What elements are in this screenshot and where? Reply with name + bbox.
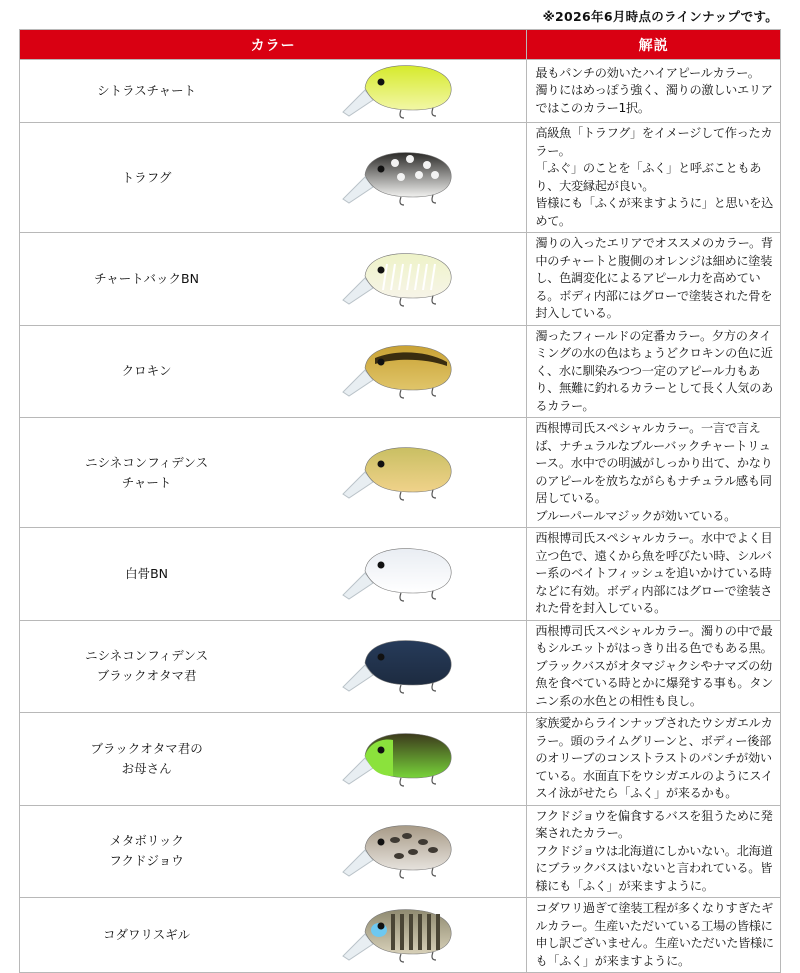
table-row — [20, 325, 781, 418]
table-row — [20, 528, 781, 621]
crankbait-lure-image — [335, 728, 465, 790]
color-description: 最もパンチの効いたハイアピールカラー。 濁りにはめっぽう強く、濁りの激しいエリアではこのカラー1択。 — [527, 60, 781, 123]
table-body — [20, 60, 781, 973]
header-color: カラー — [20, 30, 527, 60]
table-row — [20, 805, 781, 898]
lure-image-cell — [273, 620, 527, 713]
color-description: 西根博司氏スペシャルカラー。濁りの中で最もシルエットがはっきり出る色でもある黒。ブラックバスがオタマジャクシやナマズの幼魚を食べている時とかに爆発する事も。タンニン系の水色との相性も良し。 — [527, 620, 781, 713]
color-description: 家族愛からラインナップされたウシガエルカラー。頭のライムグリーンと、ボディー後部のオリーブのコンストラストのパンチが効いている。水面直下をウシガエルのようにスイスイ泳がせたら「ふく」が来るかも。 — [527, 713, 781, 806]
crankbait-lure-image — [335, 442, 465, 504]
lure-image-cell — [273, 325, 527, 418]
crankbait-lure-image — [335, 248, 465, 310]
table-row — [20, 60, 781, 123]
crankbait-lure-image — [335, 543, 465, 605]
crankbait-lure-image — [335, 635, 465, 697]
table-row — [20, 898, 781, 973]
color-name: メタボリック フクドジョウ — [20, 805, 274, 898]
color-name: 白骨BN — [20, 528, 274, 621]
table-row — [20, 620, 781, 713]
lure-image-cell — [273, 528, 527, 621]
color-description: コダワリ過ぎて塗装工程が多くなりすぎたギルカラー。生産いただいている工場の皆様に申し訳ございません。生産いただいた皆様にも「ふく」が来ますように。 — [527, 898, 781, 973]
lure-image-cell — [273, 898, 527, 973]
color-description: 濁ったフィールドの定番カラー。夕方のタイミングの水の色はちょうどクロキンの色に近く、水に馴染みつつ一定のアピール力もあり、無難に釣れるカラーとして長く人気のあるカラー。 — [527, 325, 781, 418]
crankbait-lure-image — [335, 60, 465, 122]
color-name: ブラックオタマ君の お母さん — [20, 713, 274, 806]
color-description: 西根博司氏スペシャルカラー。一言で言えば、ナチュラルなブルーバックチャートリュース。水中での明滅がしっかり出て、かなりのアピールを放ちながらもナチュラル感も同居している。 ブルーパールマジックが効いている。 — [527, 418, 781, 528]
crankbait-lure-image — [335, 147, 465, 209]
color-name: ニシネコンフィデンス ブラックオタマ君 — [20, 620, 274, 713]
color-description: 西根博司氏スペシャルカラー。水中でよく目立つ色で、遠くから魚を呼びたい時、シルバー系のベイトフィッシュを追いかけている時などに有効。ボディ内部にはグローで塗装された骨を封入している。 — [527, 528, 781, 621]
color-name: コダワリスギル — [20, 898, 274, 973]
lure-image-cell — [273, 713, 527, 806]
lure-image-cell — [273, 233, 527, 326]
color-description: 高級魚「トラフグ」をイメージして作ったカラー。 「ふぐ」のことを「ふく」と呼ぶこともあり、大変縁起が良い。 皆様にも「ふくが来ますように」と思いを込めて。 — [527, 123, 781, 233]
color-name: チャートバックBN — [20, 233, 274, 326]
color-table — [19, 29, 781, 973]
lure-image-cell — [273, 60, 527, 123]
lineup-note: ※2026年6月時点のラインナップです。 — [542, 9, 778, 24]
table-row — [20, 713, 781, 806]
color-name: クロキン — [20, 325, 274, 418]
lure-image-cell — [273, 418, 527, 528]
table-row — [20, 233, 781, 326]
lure-image-cell — [273, 805, 527, 898]
crankbait-lure-image — [335, 340, 465, 402]
color-description: 濁りの入ったエリアでオススメのカラー。背中のチャートと腹側のオレンジは細めに塗装し、色調変化によるアピール力を高めている。ボディ内部にはグローで塗装された骨を封入している。 — [527, 233, 781, 326]
color-description: フクドジョウを偏食するバスを狙うために発案されたカラー。 フクドジョウは北海道にしかいない。北海道にブラックバスはいないと言われている。皆様にも「ふく」が来ますように。 — [527, 805, 781, 898]
table-row — [20, 418, 781, 528]
table-row — [20, 123, 781, 233]
color-name: ニシネコンフィデンス チャート — [20, 418, 274, 528]
crankbait-lure-image — [335, 820, 465, 882]
crankbait-lure-image — [335, 904, 465, 966]
color-name: シトラスチャート — [20, 60, 274, 123]
lure-image-cell — [273, 123, 527, 233]
table-header-row — [20, 30, 781, 60]
header-description: 解説 — [527, 30, 781, 60]
color-name: トラフグ — [20, 123, 274, 233]
